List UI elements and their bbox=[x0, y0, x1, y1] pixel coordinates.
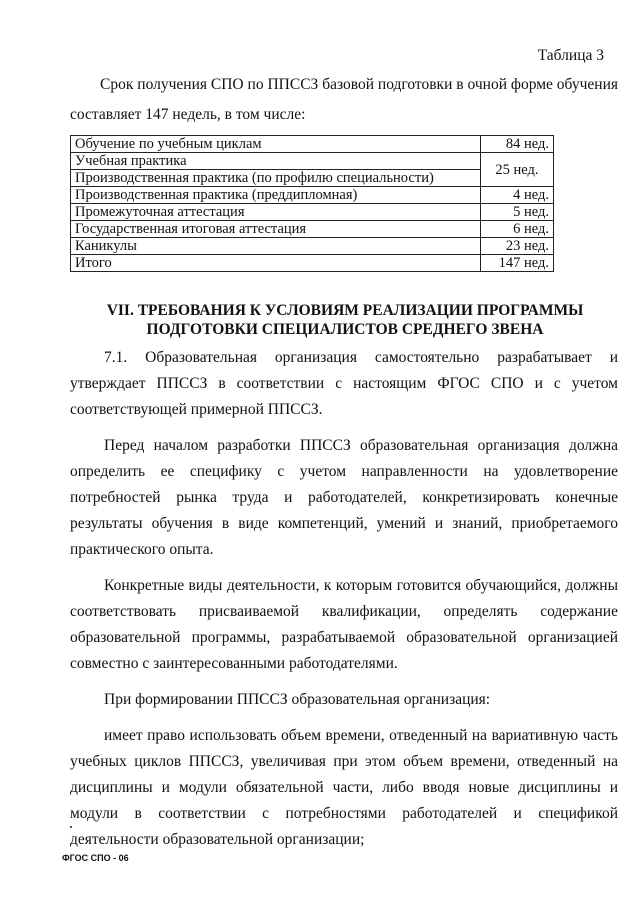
paragraph: Конкретные виды деятельности, к которым готовится обучающийся, должны соответствовать присваиваемой квалификации, определять содержание образовательной программы, разрабатываемой образовательной организацией совместно с заинтересованными работодателями. bbox=[70, 577, 618, 672]
table-row bbox=[71, 255, 554, 272]
paragraph: При формировании ППССЗ образовательная организация: bbox=[104, 691, 491, 708]
section-heading: VII. ТРЕБОВАНИЯ К УСЛОВИЯМ РЕАЛИЗАЦИИ ПРОГРАММЫ ПОДГОТОВКИ СПЕЦИАЛИСТОВ СРЕДНЕГО ЗВЕНА bbox=[106, 302, 584, 338]
paragraph: 7.1. Образовательная организация самостоятельно разрабатывает и утверждает ППССЗ в соответствии с настоящим ФГОС СПО и с учетом соответствующей примерной ППССЗ. bbox=[70, 349, 618, 418]
page-footer: ФГОС СПО - 06 bbox=[62, 853, 129, 863]
row-label: Обучение по учебным циклам bbox=[71, 136, 481, 153]
table-row bbox=[71, 204, 554, 221]
table-row bbox=[71, 153, 554, 170]
weeks-table bbox=[70, 135, 554, 272]
row-label: Учебная практика bbox=[71, 153, 481, 170]
paragraph: Перед началом разработки ППССЗ образовательная организация должна определить ее специфику с учетом направленности на удовлетворение потребностей рынка труда и работодателей, конкретизировать конечные результаты обучения в виде компетенций, умений и знаний, приобретаемого практического опыта. bbox=[70, 437, 618, 558]
table-row bbox=[71, 238, 554, 255]
row-value: 6 нед. bbox=[481, 221, 554, 238]
table-row bbox=[71, 187, 554, 204]
intro-paragraph: Срок получения СПО по ППССЗ базовой подготовки в очной форме обучения составляет 147 недель, в том числе: bbox=[70, 76, 618, 123]
row-value: 5 нед. bbox=[481, 204, 554, 221]
table-row bbox=[71, 136, 554, 153]
table-caption: Таблица 3 bbox=[537, 47, 604, 64]
paragraph: имеет право использовать объем времени, отведенный на вариативную часть учебных циклов ППССЗ, увеличивая при этом объем времени, отведенный на дисциплины и модули обязательной части, либо вводя новые дисциплины и модули в соответствии с потребностями работодателей и спецификой деятельности образовательной организации; bbox=[70, 727, 618, 848]
row-value: 147 нед. bbox=[481, 255, 554, 272]
row-label: Государственная итоговая аттестация bbox=[71, 221, 481, 238]
row-label: Промежуточная аттестация bbox=[71, 204, 481, 221]
body-text bbox=[70, 345, 618, 863]
row-value: 23 нед. bbox=[481, 238, 554, 255]
row-value: 4 нед. bbox=[481, 187, 554, 204]
scan-speck bbox=[70, 826, 72, 828]
row-value: 84 нед. bbox=[481, 136, 554, 153]
row-label: Производственная практика (преддипломная) bbox=[71, 187, 481, 204]
row-label: Итого bbox=[71, 255, 481, 272]
row-value: 25 нед. bbox=[481, 153, 554, 187]
table-row bbox=[71, 221, 554, 238]
row-label: Производственная практика (по профилю специальности) bbox=[71, 170, 481, 187]
row-label: Каникулы bbox=[71, 238, 481, 255]
